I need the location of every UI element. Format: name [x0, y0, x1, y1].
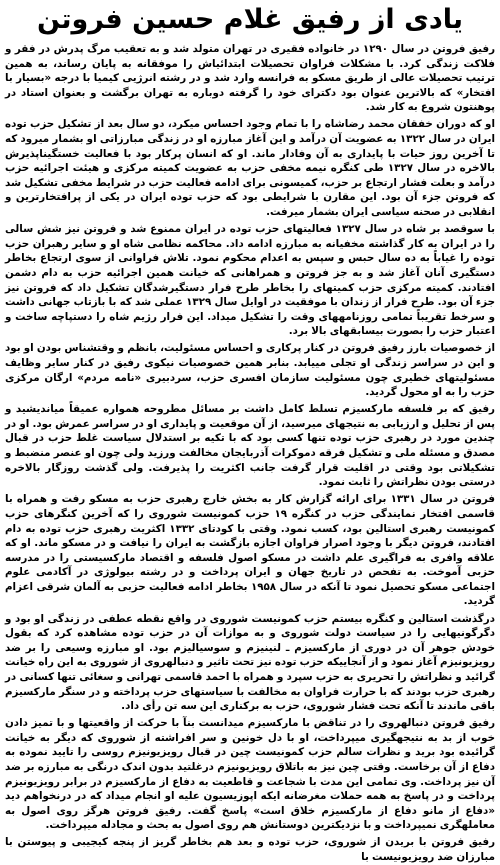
paragraph: او که دوران خفقان محمد رضاشاه را با تمام وجود احساس میکرد، دو سال بعد از تشکیل حزب توده ایران در سال ۱۳۲۲ به عضویت آن درآمد و این آغاز مبارزه او در زندگی مبارزاتی او بشمار میرود که تا آخرین روز حیات با پایداری به آن وفادار ماند. او که انسان پرکار بود با فعالیت خستگیناپذیرش بالاخره در سال ۱۳۲۷ طی کنگره نیمه مخفی حزب به عضویت کمیته مرکزی و هیئت اجرائیه حزب درآمد و بعلت فشار ارتجاع بر حزب، کمیسونی برای ادامه فعالیت حزب در شرایط مخفی تشکیل شد که فروتن جزء آن بود. این مقارن با شرایطی بود که حزب توده ایران در یکی از پرافتخارترین و انقلابی در صحنه سیاسی ایران بشمار میرفت.	[5, 118, 496, 219]
paragraph: با سوقصد بر شاه در سال ۱۳۲۷ فعالیتهای حزب توده در ایران ممنوع شد و فروتن نیز شش سالی را در ایران به کار گذاشته مخفیانه به مبارزه ادامه داد. محاکمه نظامی شاه او و سایر رهبران حزب توده را غیاباً به ده سال حبس و سپس به اعدام محکوم نمود. تلاش فراوانی از سوی ارتجاع بخاطر دستگیری آنان آغاز شد و به جز فروتن و همراهانی که خیانت همین اجرائیه حزب به دام دشمن افتادند. کمیته مرکزی حزب کمیتهای را بخاطر طرح فرار دستگیرشدگان تشکیل داد که فروتن نیز جزء آن بود. طرح فرار از زندان با موفقیت در اوایل سال ۱۳۲۹ عملی شد که با بازتاب جهانی داشت و سرخط تقریباً تمامی روزنامههای وقت را تشکیل میداد. این فرار رژیم شاه را دستپاچه ساخت و اعتبار حزب را بصورت بیسابقهای بالا برد.	[5, 223, 496, 338]
paragraph: فروتن در سال ۱۳۳۱ برای ارائه گزارش کار به بخش خارج رهبری حزب به مسکو رفت و همراه با قاسمی افتخار نمایندگی حزب در کنگره ۱۹ حزب کمونیست شوروی را که آخرین کنگرهای حزب کمونیست رهبری استالین بود، کسب نمود. وقتی با کودتای ۱۳۳۲ اکثریت رهبری حزب توده به دام افتادند، فروتن دیگر با وجود اصرار فراوان اجازه بازگشت به ایران را نیافت و در مسکو ماند. او که علاقه وافری به فراگیری علم داشت در مسکو اصول فلسفه و اقتصاد مارکسیستی را در مدرسه حزبی آموخت. به تفحص در تاریخ جهان و ایران پرداخت و در رشته بیولوژی در آکادمی علوم اجتماعی مسکو تحصیل نمود تا آنکه در سال ۱۹۵۸ بخاطر ادامه فعالیت حزبی به آلمان شرقی اعزام گردید.	[5, 493, 495, 608]
paragraph: رفیق که بر فلسفه مارکسیزم تسلط کامل داشت بر مسائل مطروحه همواره عمیقاً میاندیشید و پس از تحلیل و ارزیابی به نتیجهای میرسید، از آن موقعیت و پایداری او در سراسر عمرش بود. او در چندین مورد در رهبری حزب توده تنها کسی بود که با تکیه بر استدلال سیاست غلط حزب در قبال مصدق و مسئله ملی و تشکیل فرقه دموکرات آذربایجان مخالفت ورزید ولی چون او عنصر منضبط و تشکیلاتی بود وقتی در اقلیت قرار گرفت جانب اکثریت را پذیرفت. ولی گذشت روزگار بالاخره درستی بودن نظراتش را ثابت نمود.	[5, 403, 495, 489]
paragraph: رفیق فروتن با بریدن از شوروی، حزب توده و بعد هم بخاطر گریز از پنجه کیجیبی و پیوستن با مبارزان ضد رویزیونیست با	[5, 836, 495, 864]
paragraph: از خصوصیات بارز رفیق فروتن در کنار پرکاری و احساس مسئولیت، بانظم و وقتشناس بودن او بود و این در سراسر زندگی او تجلی مییابد. بنابر همین خصوصیات نیکوی رفیق در کنار سایر وظایف مسئولیتهای خطیری چون مسئولیت سازمان افسری حزب، سردبیری «نامه مردم» ارگان مرکزی حزب را به او محول گردید.	[5, 342, 495, 399]
article-body	[5, 42, 495, 865]
paragraph: رفیق فروتن در سال ۱۲۹۰ در خانواده فقیری در تهران متولد شد و به تعقیب مرگ پدرش در فقر و فلاکت زندگی کرد. با مشکلات فراوان تحصیلات ابتدائیاش را موفقانه به پایان رساند، به همین ترتیب تحصیلات عالی از طریق مسکو به فرانسه وارد شد و در رشته انرژیی کیمیا با درجه «بسیار با افتخار» که بالاترین عنوان بود دکترای خود را گرفته دوباره به تهران برگشت و بعنوان استاد در پوهنتون شروع به کار شد.	[5, 43, 495, 114]
paragraph: درگذشت استالین و کنگره بیستم حزب کمونیست شوروی در واقع نقطه عطفی در زندگی او بود و دگرگونیهایی را در سیاست دولت شوروی و به موازات آن در حزب توده مشاهده کرد که بقول خودش جوهر آن در دوری از مارکسیزم ـ لنینیزم و سوسیالیزم بود. او مبارزه وسیعی را بر ضد رویزیونیزم آغاز نمود و از آنجاییکه حزب توده نیز تحت تاثیر و دنبالهروی از شوروی به این راه خیانت گرائید و نظراتش را تحریری به حزب سپرد و همراه با احمد قاسمی تهرانی و سغائی تنها کسانی در رهبری حزب بودند که با حرارت فراوان به مخالفت با سیاستهای حزب پرداخته و در سنگر مارکسیزم باقی ماندند تا آنکه تحت فشار شوروی، حزب به برکناری این سه تن رأی داد.	[5, 612, 495, 713]
article-title: یادی از رفیق غلام حسین فروتن	[37, 4, 463, 35]
paragraph: رفیق فروتن دنبالهروی را در تناقض با مارکسیزم میدانست بنآ با حرکت از واقعیتها و با تمیز دادن خوب از بد به نتیجهگیری میپرداخت، او با دل خونین و سر افراشته از شوروی که دیگر به خیانت گرائیده بود برید و نظرات سالم حزب کمونیست چین در قبال رویزیونیزم روسی را تایید نموده به دفاع از آن برخاست. وقتی چین نیز به باتلاق رویزیونیزم درغلتید بدون اندک درنگی به مبارزه بر ضد آن نیز پرداخت. وی تمامی این مدت با شجاعت و قاطعیت به دفاع از مارکسیزم در برابر رویزیونیزم پرداخت و در پاسخ به همه حملات مغرضانه ایکه اپوزیسیون علیه او انجام میداد که در درنخواهم دید «دفاع از مانو دفاع از مارکسیزم خلاق است» پاسخ گفت. رفیق فروتن هرگز روی اصول به معاملهگری نمیپرداخت و با نزدیکترین دوستانش هم روی اصول به بحث و مجادله میپرداخت.	[5, 717, 495, 832]
